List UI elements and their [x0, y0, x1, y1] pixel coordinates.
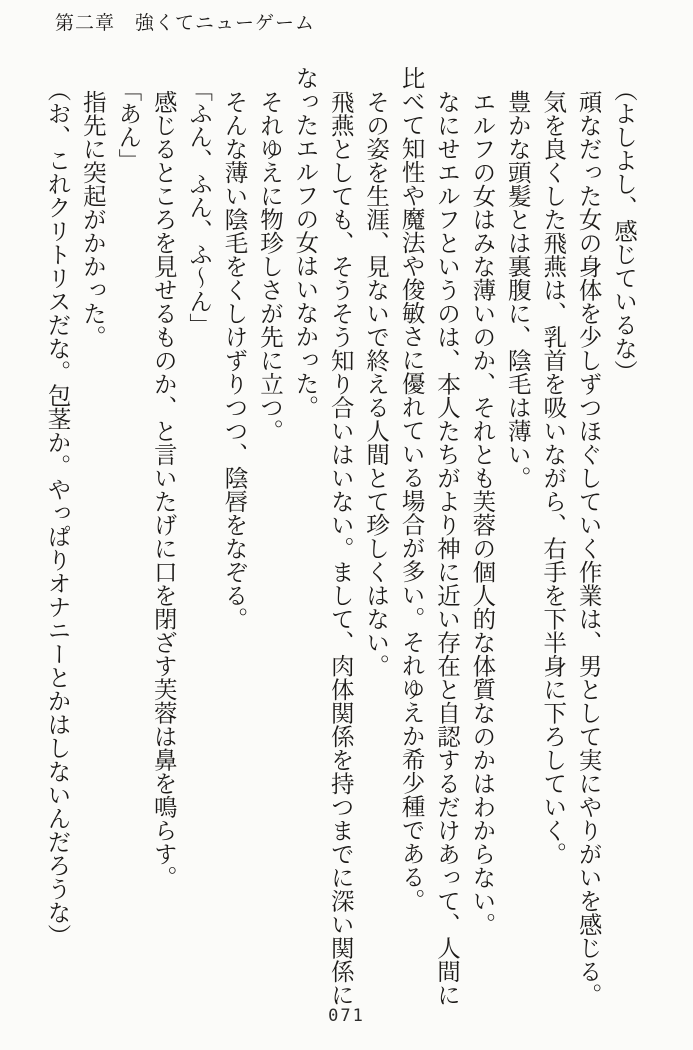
text-column: 「あん」: [114, 77, 143, 172]
text-column: そんな薄い陰毛をくしけずりつつ、陰唇をなぞる。: [220, 89, 249, 630]
text-column: 比べて知性や魔法や俊敏さに優れている場合が多い。それゆえか希少種である。: [397, 66, 426, 912]
text-column: 「ふん、ふん、ふ〜ん」: [185, 77, 214, 337]
text-column: 感じるところを見せるものか、と言いたげに口を閉ざす芙蓉は鼻を鳴らす。: [149, 89, 178, 889]
main-text-block: [39, 66, 641, 1007]
text-column: 豊かな頭髪とは裏腹に、陰毛は薄い。: [503, 89, 532, 489]
text-column: （お、これクリトリスだな。包茎か。やっぱりオナニーとかはしないんだろうな）: [43, 77, 72, 948]
text-column: （よしよし、感じているな）: [610, 77, 638, 384]
text-column: 気を良くした飛燕は、乳首を吸いながら、右手を下半身に下ろしていく。: [539, 89, 568, 865]
text-column: それゆえに物珍しさが先に立つ。: [255, 89, 284, 442]
chapter-header: 第二章 強くてニューゲーム: [55, 12, 316, 34]
text-column: なったエルフの女はいなかった。: [291, 66, 320, 419]
text-column: なにせエルフというのは、本人たちがより神に近い存在と自認するだけあって、人間に: [432, 89, 461, 1006]
text-column: 頑なだった女の身体を少しずつほぐしていく作業は、男として実にやりがいを感じる。: [574, 89, 603, 1006]
text-column: その姿を生涯、見ないで終える人間とて珍しくはない。: [362, 89, 391, 677]
text-column: 指先に突起がかかった。: [78, 89, 107, 348]
text-column: 飛燕としても、そうそう知り合いはいない。まして、肉体関係を持つまでに深い関係に: [326, 89, 355, 1006]
text-column: エルフの女はみな薄いのか、それとも芙蓉の個人的な体質なのかはわからない。: [468, 89, 497, 936]
page-number: 071: [328, 1006, 365, 1026]
